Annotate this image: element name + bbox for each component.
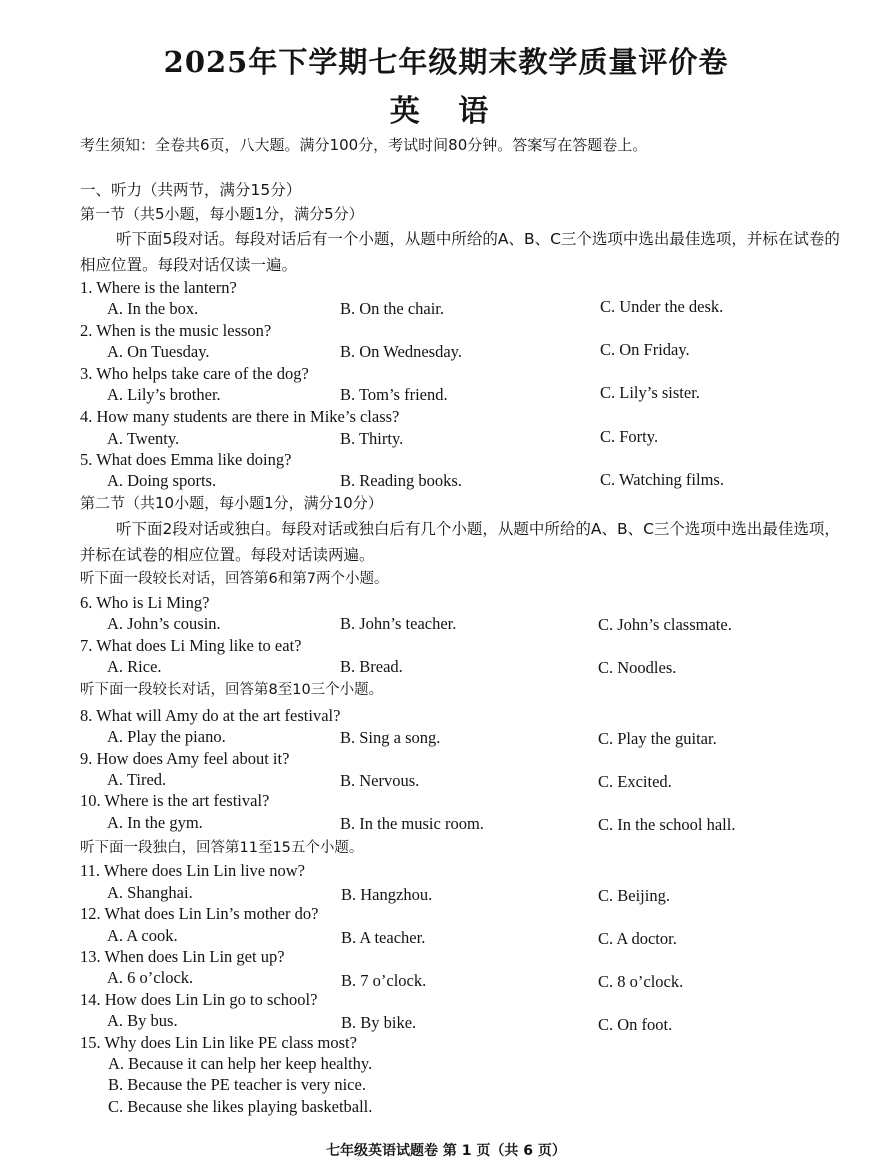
option-a: A. Lily’s brother. [107, 385, 221, 404]
option-b: B. Hangzhou. [341, 885, 433, 904]
option-c: C. Lily’s sister. [600, 383, 700, 402]
option-b: B. Thirty. [340, 429, 404, 448]
question: 4. How many students are there in Mike’s class? [80, 407, 400, 426]
section2-heading: 第二节（共10小题，每小题1分，满分10分） [80, 494, 383, 512]
section1-heading: 第一节（共5小题，每小题1分，满分5分） [80, 205, 364, 223]
option-a: A. Twenty. [107, 429, 180, 448]
option-c: C. John’s classmate. [598, 615, 732, 634]
option-a: A. John’s cousin. [107, 614, 221, 633]
option-b: B. A teacher. [341, 928, 426, 947]
question: 6. Who is Li Ming? [80, 593, 210, 612]
exam-title: 2025年下学期七年级期末教学质量评价卷 [163, 45, 729, 79]
option-c: C. 8 o’clock. [598, 972, 684, 991]
option-b: B. 7 o’clock. [341, 971, 427, 990]
dialogue-note: 听下面一段较长对话，回答第6和第7两个小题。 [80, 571, 389, 587]
option-c: C. Because she likes playing basketball. [108, 1097, 373, 1116]
option-c: C. Beijing. [598, 886, 670, 905]
question: 14. How does Lin Lin go to school? [80, 990, 318, 1009]
question: 15. Why does Lin Lin like PE class most? [80, 1033, 357, 1052]
option-c: C. Noodles. [598, 658, 677, 677]
option-a: A. On Tuesday. [107, 342, 210, 361]
option-a: A. A cook. [107, 926, 178, 945]
question: 5. What does Emma like doing? [80, 450, 292, 469]
option-c: C. Watching films. [600, 470, 724, 489]
question: 10. Where is the art festival? [80, 791, 270, 810]
option-b: B. Reading books. [340, 471, 462, 490]
option-c: C. On foot. [598, 1015, 673, 1034]
question: 1. Where is the lantern? [80, 278, 237, 297]
question: 8. What will Amy do at the art festival? [80, 706, 341, 725]
option-a: A. Because it can help her keep healthy. [108, 1054, 373, 1073]
question: 13. When does Lin Lin get up? [80, 947, 285, 966]
option-c: C. Under the desk. [600, 297, 724, 316]
subject-title: 英 语 [389, 94, 503, 129]
option-b: B. On the chair. [340, 299, 445, 318]
option-a: A. Doing sports. [107, 471, 217, 490]
question: 3. Who helps take care of the dog? [80, 364, 309, 383]
option-b: B. Tom’s friend. [340, 385, 448, 404]
question: 7. What does Li Ming like to eat? [80, 636, 302, 655]
question: 9. How does Amy feel about it? [80, 749, 290, 768]
question: 12. What does Lin Lin’s mother do? [80, 904, 319, 923]
option-b: B. Because the PE teacher is very nice. [108, 1075, 366, 1094]
option-c: C. Play the guitar. [598, 729, 717, 748]
option-c: C. In the school hall. [598, 815, 736, 834]
section2-instructions: 听下面2段对话或独白。每段对话或独白后有几个小题，从题中所给的A、B、C三个选项中选出最佳选项，并标在试卷的相应位置。每段对话读两遍。 [80, 520, 840, 564]
option-a: A. Play the piano. [107, 727, 226, 746]
option-a: A. Rice. [107, 657, 162, 676]
option-a: A. In the gym. [107, 813, 203, 832]
option-c: C. On Friday. [600, 340, 690, 359]
option-a: A. In the box. [107, 299, 199, 318]
option-b: B. Bread. [340, 657, 403, 676]
option-a: A. 6 o’clock. [107, 968, 194, 987]
exam-notice: 考生须知：全卷共6页，八大题。满分100分，考试时间80分钟。答案写在答题卷上。 [80, 136, 648, 154]
option-a: A. Tired. [107, 770, 167, 789]
question: 11. Where does Lin Lin live now? [80, 861, 305, 880]
part-heading: 一、听力（共两节，满分15分） [80, 181, 302, 199]
option-b: B. By bike. [341, 1013, 417, 1032]
question: 2. When is the music lesson? [80, 321, 272, 340]
option-c: C. Forty. [600, 427, 659, 446]
option-b: B. In the music room. [340, 814, 484, 833]
option-b: B. John’s teacher. [340, 614, 457, 633]
option-b: B. On Wednesday. [340, 342, 462, 361]
option-a: A. By bus. [107, 1011, 178, 1030]
monologue-note: 听下面一段独白，回答第11至15五个小题。 [80, 840, 364, 856]
option-c: C. A doctor. [598, 929, 677, 948]
page-footer: 七年级英语试题卷 第 1 页（共 6 页） [326, 1143, 566, 1159]
dialogue-note: 听下面一段较长对话，回答第8至10三个小题。 [80, 682, 384, 698]
option-c: C. Excited. [598, 772, 672, 791]
section1-instructions: 听下面5段对话。每段对话后有一个小题，从题中所给的A、B、C三个选项中选出最佳选项，并标在试卷的相应位置。每段对话仅读一遍。 [80, 230, 840, 274]
option-a: A. Shanghai. [107, 883, 193, 902]
option-b: B. Sing a song. [340, 728, 441, 747]
option-b: B. Nervous. [340, 771, 420, 790]
